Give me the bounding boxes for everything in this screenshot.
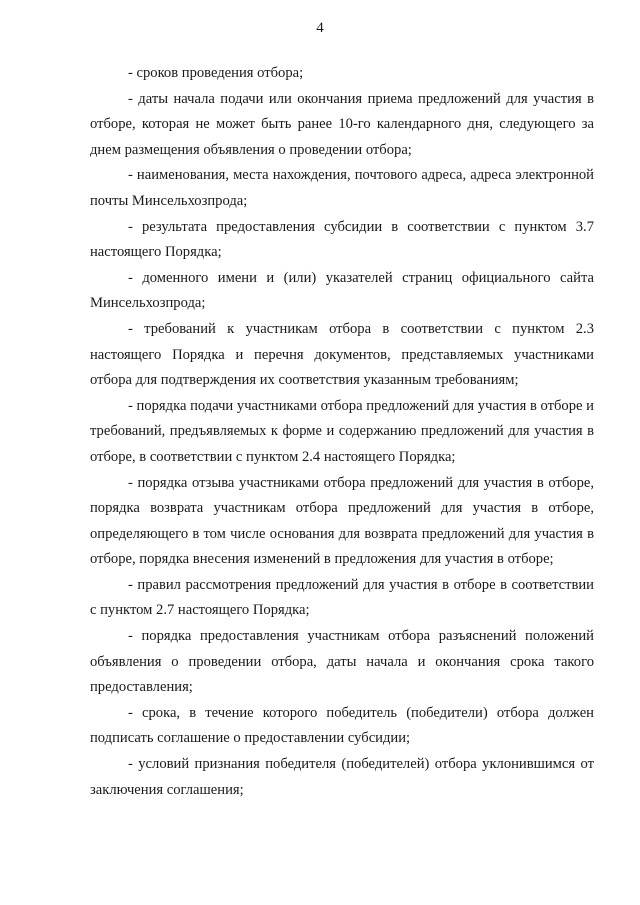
list-item-3: - наименования, места нахождения, почтового адреса, адреса электронной почты Минсельхозпрода; [90,167,594,209]
list-item-5: - доменного имени и (или) указателей страниц официального сайта Минсельхозпрода; [90,269,594,312]
document-body [90,61,594,803]
list-item-4: - результата предоставления субсидии в соответствии с пунктом 3.7 настоящего Порядка; [90,218,594,261]
list-item-7: - порядка подачи участниками отбора предложений для участия в отборе и требований, предъявляемых к форме и содержанию предложений для участия в отборе, в соответствии с пунктом 2.4 настоящего Порядка; [90,397,594,465]
page-number: 4 [316,20,324,36]
list-item-6: - требований к участникам отбора в соответствии с пунктом 2.3 настоящего Порядка и перечня документов, представляемых участниками отбора для подтверждения их соответствия указанным требованиям; [90,320,594,389]
list-item-12: - условий признания победителя (победителей) отбора уклонившимся от заключения соглашения; [90,756,594,798]
list-item-8: - порядка отзыва участниками отбора предложений для участия в отборе, порядка возврата участникам отбора предложений для участия в отборе, определяющего в том числе основания для возврата предложений для участия в отборе, порядка внесения изменений в предложения для участия в отборе; [90,474,594,568]
list-item-11: - срока, в течение которого победитель (победители) отбора должен подписать соглашение о предоставлении субсидии; [90,704,594,747]
list-item-10: - порядка предоставления участникам отбора разъяснений положений объявления о проведении отбора, даты начала и окончания срока такого предоставления; [90,628,594,696]
list-item-1: - сроков проведения отбора; [128,65,304,81]
list-item-2: - даты начала подачи или окончания приема предложений для участия в отборе, которая не может быть ранее 10-го календарного дня, следующего за днем размещения объявления о проведении отбора; [90,90,594,158]
list-item-9: - правил рассмотрения предложений для участия в отборе в соответствии с пунктом 2.7 настоящего Порядка; [90,576,594,619]
